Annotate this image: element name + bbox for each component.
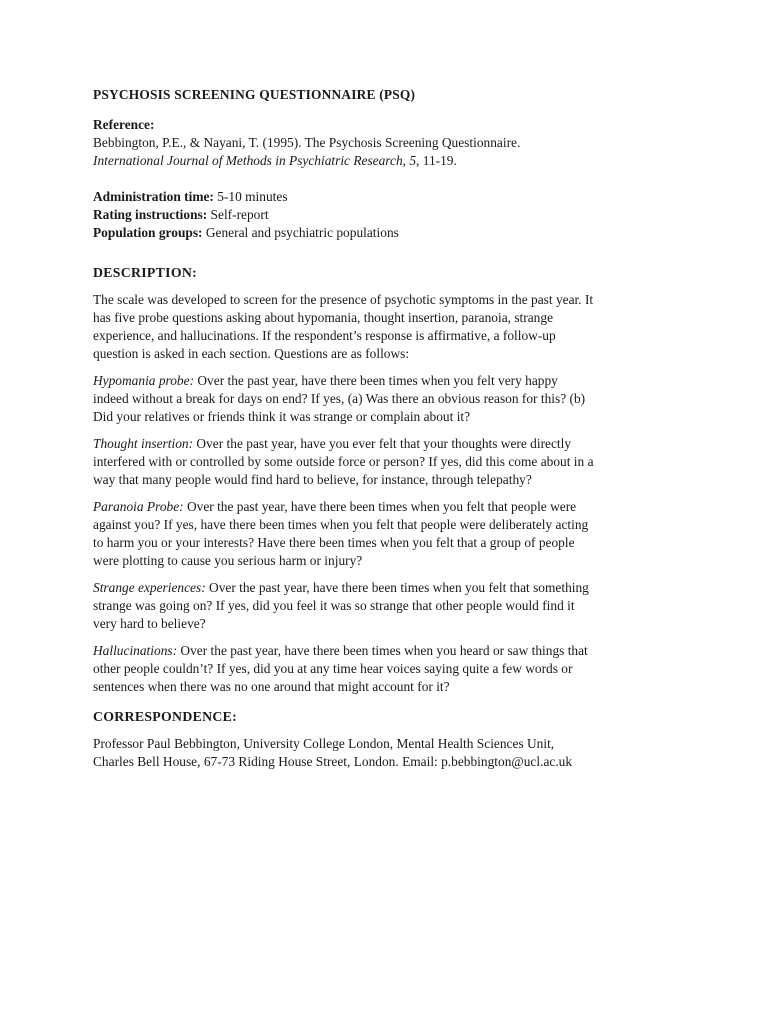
- admin-time-row: [93, 188, 683, 206]
- reference-label: Reference:: [93, 117, 155, 132]
- probe-line: Over the past year, have there been times when you felt that people were: [183, 499, 577, 514]
- correspondence-line: Charles Bell House, 67-73 Riding House Street, London. Email: p.bebbington@ucl.ac.uk: [93, 754, 573, 769]
- intro-line: has five probe questions asking about hypomania, thought insertion, paranoia, strange: [93, 310, 554, 325]
- correspondence-body: [93, 735, 683, 771]
- probe-paranoia: [93, 498, 683, 570]
- probe-thought-insertion: [93, 435, 683, 489]
- probe-line: Over the past year, have there been times when you heard or saw things that: [177, 643, 588, 658]
- admin-time-value: 5-10 minutes: [213, 189, 288, 204]
- intro-line: The scale was developed to screen for the presence of psychotic symptoms in the past year. It: [93, 292, 594, 307]
- reference-journal-line: [93, 152, 683, 170]
- document-title: PSYCHOSIS SCREENING QUESTIONNAIRE (PSQ): [93, 87, 416, 102]
- probe-label: Strange experiences:: [93, 580, 206, 595]
- intro-line: experience, and hallucinations. If the respondent’s response is affirmative, a follow-up: [93, 328, 556, 343]
- population-row: [93, 224, 683, 242]
- probe-line: way that many people would find hard to believe, for instance, through telepathy?: [93, 472, 532, 487]
- probe-label: Thought insertion:: [93, 436, 194, 451]
- description-intro: [93, 291, 683, 363]
- probe-hypomania: [93, 372, 683, 426]
- reference-pages: 11-19.: [419, 153, 457, 168]
- population-value: General and psychiatric populations: [202, 225, 399, 240]
- probe-line: interfered with or controlled by some outside force or person? If yes, did this come about in a: [93, 454, 594, 469]
- probe-label: Hypomania probe:: [93, 373, 195, 388]
- probe-line: very hard to believe?: [93, 616, 206, 631]
- probe-line: Over the past year, have there been times when you felt that something: [205, 580, 589, 595]
- reference-block: [93, 116, 683, 170]
- probe-line: strange was going on? If yes, did you feel it was so strange that other people would find it: [93, 598, 575, 613]
- probe-strange-experiences: [93, 579, 683, 633]
- intro-line: question is asked in each section. Questions are as follows:: [93, 346, 410, 361]
- probe-line: to harm you or your interests? Have there been times when you felt that a group of people: [93, 535, 575, 550]
- probe-line: Over the past year, have you ever felt that your thoughts were directly: [193, 436, 572, 451]
- probe-line: were plotting to cause you serious harm or injury?: [93, 553, 363, 568]
- probe-line: against you? If yes, have there been times when you felt that people were deliberately acting: [93, 517, 589, 532]
- description-heading: DESCRIPTION:: [93, 265, 198, 280]
- rating-value: Self-report: [207, 207, 269, 222]
- rating-row: [93, 206, 683, 224]
- correspondence-line: Professor Paul Bebbington, University College London, Mental Health Sciences Unit,: [93, 736, 555, 751]
- reference-journal: International Journal of Methods in Psychiatric Research, 5,: [93, 153, 420, 168]
- rating-label: Rating instructions:: [93, 207, 208, 222]
- probe-label: Paranoia Probe:: [93, 499, 184, 514]
- probe-line: Over the past year, have there been times when you felt very happy: [194, 373, 558, 388]
- probe-label: Hallucinations:: [93, 643, 178, 658]
- meta-block: [93, 188, 683, 242]
- correspondence-heading: CORRESPONDENCE:: [93, 709, 238, 724]
- probe-line: indeed without a break for days on end? If yes, (a) Was there an obvious reason for this? (b): [93, 391, 586, 406]
- probe-line: other people couldn’t? If yes, did you at any time hear voices saying quite a few words or: [93, 661, 573, 676]
- population-label: Population groups:: [93, 225, 203, 240]
- admin-time-label: Administration time:: [93, 189, 214, 204]
- probe-hallucinations: [93, 642, 683, 696]
- probe-line: Did your relatives or friends think it was strange or complain about it?: [93, 409, 471, 424]
- reference-citation: Bebbington, P.E., & Nayani, T. (1995). The Psychosis Screening Questionnaire.: [93, 135, 521, 150]
- probe-line: sentences when there was no one around that might account for it?: [93, 679, 450, 694]
- document-page: [93, 86, 683, 780]
